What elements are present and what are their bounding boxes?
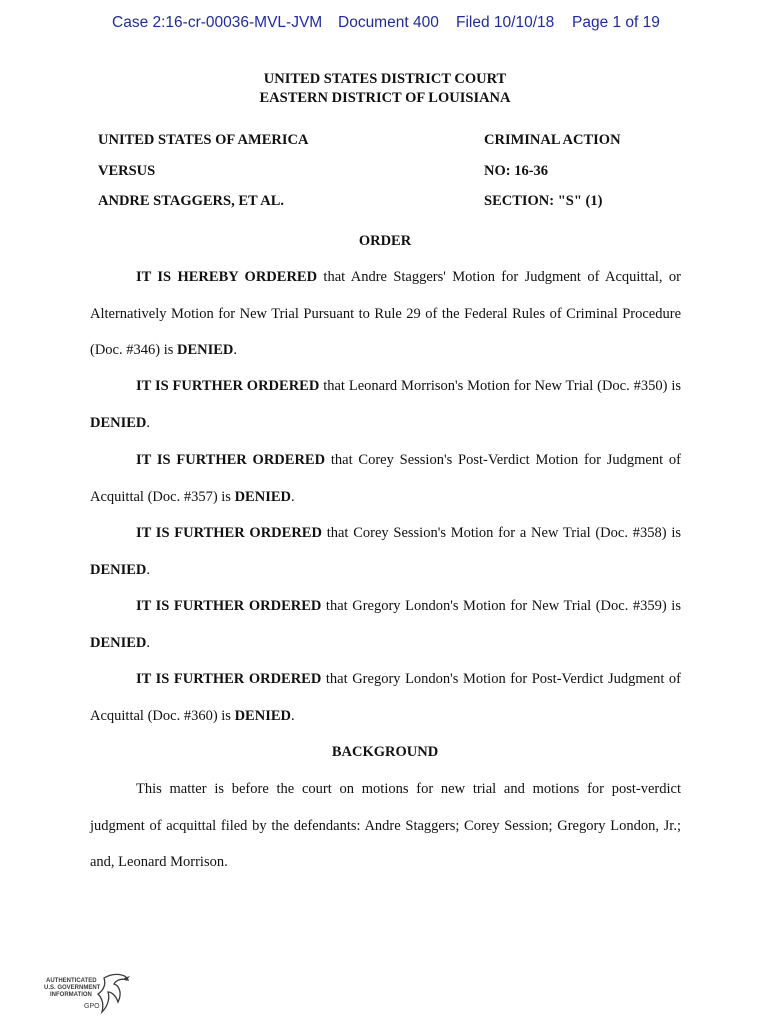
caption-defendant: ANDRE STAGGERS, ET AL.	[98, 193, 285, 209]
seal-gpo: GPO	[84, 1003, 100, 1010]
order-lead: IT IS FURTHER ORDERED	[136, 378, 320, 394]
order-paragraph	[90, 442, 681, 515]
caption-versus: VERSUS	[98, 163, 156, 179]
filed-date: Filed 10/10/18	[456, 14, 555, 31]
order-paragraph	[90, 368, 681, 441]
order-ruling: DENIED	[90, 414, 147, 431]
seal-line: U.S. GOVERNMENT	[44, 985, 101, 991]
court-district: EASTERN DISTRICT OF LOUISIANA	[259, 90, 511, 106]
document-number: Document 400	[338, 14, 439, 31]
order-end: .	[146, 634, 151, 651]
order-lead: IT IS FURTHER ORDERED	[136, 525, 322, 541]
caption-plaintiff: UNITED STATES OF AMERICA	[98, 132, 309, 148]
seal-line: AUTHENTICATED	[46, 978, 97, 984]
order-ruling: DENIED	[90, 634, 147, 651]
page-indicator: Page 1 of 19	[572, 14, 660, 31]
order-heading: ORDER	[358, 233, 412, 249]
order-ruling: DENIED	[234, 488, 291, 505]
order-lead: IT IS HEREBY ORDERED	[136, 269, 318, 285]
order-lead: IT IS FURTHER ORDERED	[136, 452, 326, 468]
order-text: that Leonard Morrison's Motion for New Trial (Doc. #350) is	[319, 378, 682, 394]
order-text: that Gregory London's Motion for New Trial (Doc. #359) is	[321, 598, 681, 614]
order-lead: IT IS FURTHER ORDERED	[136, 598, 322, 614]
order-paragraph	[90, 259, 681, 369]
order-end: .	[290, 488, 295, 505]
court-name: UNITED STATES DISTRICT COURT	[263, 71, 507, 87]
caption-action-type: CRIMINAL ACTION	[484, 132, 621, 148]
caption-section: SECTION: "S" (1)	[484, 193, 603, 209]
order-text: that Corey Session's Motion for a New Trial (Doc. #358) is	[321, 525, 681, 541]
order-paragraph	[90, 515, 681, 588]
order-text: that Corey Session's Post-Verdict Motion for Judgment of Acquittal (Doc. #357) is	[90, 452, 681, 505]
order-ruling: DENIED	[234, 707, 291, 724]
ecf-header	[0, 14, 770, 34]
seal-line: INFORMATION	[50, 992, 92, 998]
caption-case-no: NO: 16-36	[484, 163, 549, 179]
order-text: that Andre Staggers' Motion for Judgment of Acquittal, or Alternatively Motion for New Trial Pursuant to Rule 29 of the Federal Rules of Criminal Procedure (Doc. #346) is	[90, 269, 681, 359]
order-paragraph	[90, 588, 681, 661]
background-paragraph: This matter is before the court on motions for new trial and motions for post-verdict judgment of acquittal filed by the defendants: Andre Staggers; Corey Session; Gregory London, Jr.; and, Leonard Morrison.	[90, 781, 681, 871]
order-paragraph	[90, 661, 681, 734]
order-ruling: DENIED	[90, 561, 147, 578]
gpo-authentication-seal	[44, 972, 134, 1018]
order-text: that Gregory London's Motion for Post-Verdict Judgment of Acquittal (Doc. #360) is	[90, 671, 681, 724]
order-lead: IT IS FURTHER ORDERED	[136, 671, 322, 687]
court-title	[0, 70, 770, 108]
order-ruling: DENIED	[177, 342, 234, 359]
order-end: .	[233, 342, 238, 359]
order-end: .	[146, 561, 151, 578]
background-heading: BACKGROUND	[331, 744, 439, 760]
case-number: Case 2:16-cr-00036-MVL-JVM	[112, 14, 323, 31]
eagle-icon	[98, 974, 130, 1012]
order-end: .	[290, 707, 295, 724]
order-end: .	[146, 414, 151, 431]
